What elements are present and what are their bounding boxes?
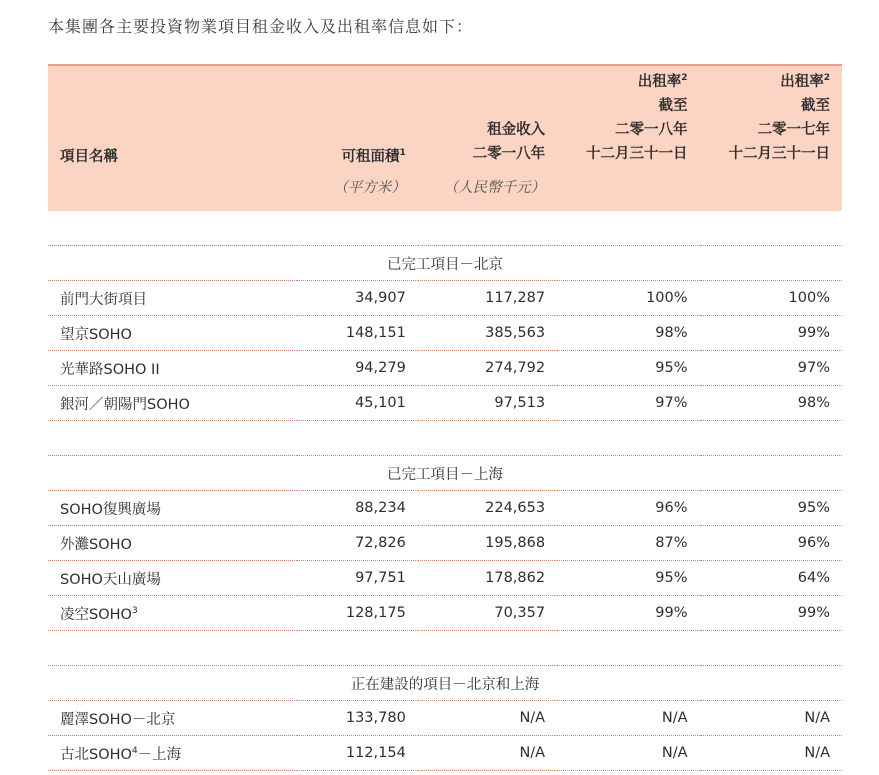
- table-row: 麗澤SOHO－北京 133,780 N/A N/A N/A: [48, 701, 842, 736]
- table-row: 古北$SOHO^4-$上海 112,154 N/A N/A N/A: [48, 736, 842, 771]
- group-header: 已完工項目－北京: [48, 246, 842, 281]
- header-project-name: 項目名稱: [48, 65, 297, 172]
- rental-table: [48, 64, 842, 771]
- table-row: 外灘SOHO 72,826 195,868 87% 96%: [48, 526, 842, 561]
- header-rental-income: 租金收入 二零一八年: [418, 65, 557, 172]
- unit-area: （平方米）: [297, 172, 418, 211]
- table-row: 光華路SOHO II 94,279 274,792 95% 97%: [48, 351, 842, 386]
- intro-text: 本集團各主要投資物業項目租金收入及出租率信息如下：: [48, 17, 474, 36]
- header-occupancy-2018: 出租率$^2$ 截至 二零一八年 十二月三十一日: [557, 65, 699, 172]
- group-header: 已完工項目－上海: [48, 456, 842, 491]
- header-leasable-area: 可租面積$^1$: [297, 65, 418, 172]
- table-header-row: [48, 65, 842, 172]
- table-row: 凌空SOHO$^3$ 128,175 70,357 99% 99%: [48, 596, 842, 631]
- table-row: 前門大街項目 34,907 117,287 100% 100%: [48, 281, 842, 316]
- table-row: SOHO復興廣場 88,234 224,653 96% 95%: [48, 491, 842, 526]
- unit-income: （人民幣千元）: [418, 172, 557, 211]
- table-row: 望京SOHO 148,151 385,563 98% 99%: [48, 316, 842, 351]
- table-units-row: [48, 172, 842, 211]
- table-row: SOHO天山廣場 97,751 178,862 95% 64%: [48, 561, 842, 596]
- header-occupancy-2017: 出租率$^2$ 截至 二零一七年 十二月三十一日: [700, 65, 842, 172]
- table-row: 銀河／朝陽門SOHO 45,101 97,513 97% 98%: [48, 386, 842, 421]
- group-header: 正在建設的項目－北京和上海: [48, 666, 842, 701]
